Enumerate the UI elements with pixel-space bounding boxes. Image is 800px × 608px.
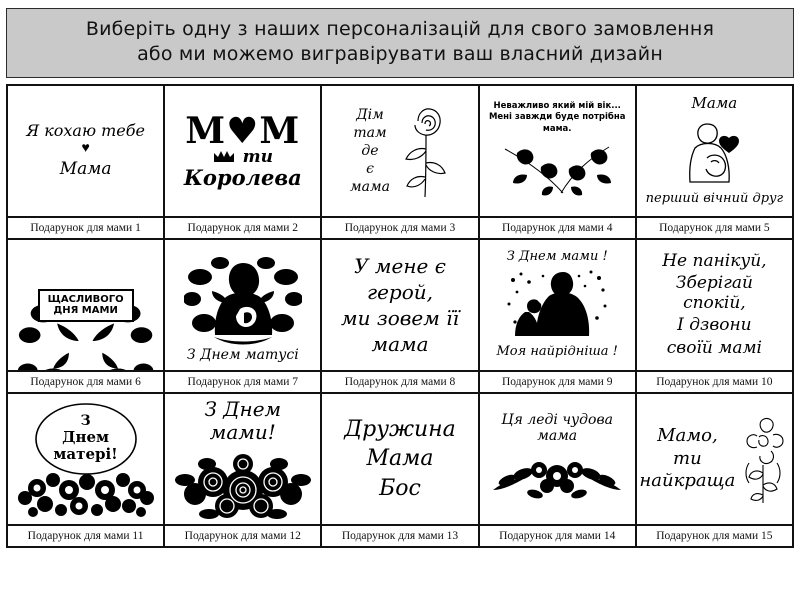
- design-cell-7[interactable]: [165, 240, 322, 394]
- art-text-line: Моя найрідніша !: [496, 344, 618, 359]
- design-caption: Подарунок для мами 12: [165, 524, 320, 546]
- art-text-line: Я кохаю тебе: [26, 121, 145, 141]
- crown-icon: [213, 150, 235, 164]
- design-art-4: [480, 86, 635, 216]
- design-caption: Подарунок для мами 10: [637, 370, 792, 392]
- design-caption: Подарунок для мами 8: [322, 370, 477, 392]
- art-text-line: своїй мамі: [666, 337, 762, 358]
- design-cell-15[interactable]: [637, 394, 794, 548]
- design-cell-1[interactable]: [8, 86, 165, 240]
- art-text-line: ДНЯ МАМИ: [53, 305, 118, 316]
- design-art-3: [322, 86, 477, 216]
- design-cell-10[interactable]: [637, 240, 794, 394]
- design-cell-13[interactable]: [322, 394, 479, 548]
- design-art-9: [480, 240, 635, 370]
- art-text-line: З: [80, 413, 91, 429]
- art-text-line: Дім там де є мама: [350, 106, 390, 196]
- design-art-8: [322, 240, 477, 370]
- art-text-line: перший вічний друг: [645, 191, 784, 207]
- art-text-line: ми зовем її: [341, 305, 459, 330]
- design-caption: Подарунок для мами 13: [322, 524, 477, 546]
- design-caption: Подарунок для мами 4: [480, 216, 635, 238]
- design-art-1: [8, 86, 163, 216]
- art-text-line: Не панікуй,: [662, 250, 767, 271]
- mother-and-child-icon: [677, 114, 751, 190]
- design-cell-5[interactable]: [637, 86, 794, 240]
- art-text-line: мама.: [542, 123, 572, 134]
- design-caption: Подарунок для мами 7: [165, 370, 320, 392]
- art-text-line: Днем: [62, 428, 110, 447]
- design-art-11: [8, 394, 163, 524]
- design-caption: Подарунок для мами 1: [8, 216, 163, 238]
- design-cell-2[interactable]: [165, 86, 322, 240]
- art-text-line: Королева: [183, 164, 302, 190]
- design-cell-12[interactable]: [165, 394, 322, 548]
- art-text-line: З Днем мами !: [506, 249, 608, 265]
- design-caption: Подарунок для мами 3: [322, 216, 477, 238]
- floral-branch-icon: [497, 139, 617, 201]
- design-cell-3[interactable]: [322, 86, 479, 240]
- art-text-line: У мене є: [354, 253, 446, 278]
- header-line-2: або ми можемо вигравірувати ваш власний дизайн: [137, 43, 663, 65]
- catalog-page: [0, 8, 800, 608]
- design-caption: Подарунок для мами 6: [8, 370, 163, 392]
- mother-holding-baby-icon: [184, 247, 302, 351]
- design-caption: Подарунок для мами 9: [480, 370, 635, 392]
- design-cell-4[interactable]: [480, 86, 637, 240]
- design-cell-6[interactable]: [8, 240, 165, 394]
- design-art-10: [637, 240, 792, 370]
- flower-border-icon: [13, 466, 159, 520]
- art-text-line: Зберігай спокій,: [675, 273, 753, 313]
- rose-flower-icon: [396, 101, 450, 201]
- art-text-line: мами!: [209, 420, 276, 444]
- design-art-13: [322, 394, 477, 524]
- rose-bouquet-icon: [173, 446, 313, 520]
- design-cell-9[interactable]: [480, 240, 637, 394]
- floral-swirl-icon: [489, 446, 625, 506]
- art-text-line: Ця леді чудова мама: [501, 411, 613, 444]
- art-text-line: Мама: [59, 159, 112, 180]
- art-text-line: Мені завжди буде потрібна: [488, 112, 626, 123]
- header-line-1: Виберіть одну з наших персоналізацій для свого замовлення: [85, 18, 715, 40]
- design-art-7: [165, 240, 320, 370]
- art-text-line: Бос: [379, 475, 421, 501]
- design-cell-8[interactable]: [322, 240, 479, 394]
- design-art-12: [165, 394, 320, 524]
- design-caption: Подарунок для мами 15: [637, 524, 792, 546]
- art-text-line: герой,: [366, 279, 433, 304]
- design-cell-14[interactable]: [480, 394, 637, 548]
- art-text-line: найкраща: [639, 470, 736, 492]
- mother-child-silhouette-icon: [503, 266, 611, 344]
- art-text-line: Дружина: [344, 417, 456, 443]
- design-art-2: [165, 86, 320, 216]
- art-text-line: M♥M: [185, 110, 301, 153]
- design-art-5: [637, 86, 792, 216]
- art-text-line: І дзвони: [677, 315, 752, 336]
- header-banner: [6, 8, 794, 78]
- art-text-box: [38, 289, 134, 322]
- art-text-line: З Днем матусі: [186, 346, 299, 363]
- design-caption: Подарунок для мами 14: [480, 524, 635, 546]
- art-text-line: Мама: [366, 446, 434, 472]
- art-text-line: Мамо,: [657, 424, 718, 446]
- design-cell-11[interactable]: [8, 394, 165, 548]
- art-text-line: З Днем: [204, 397, 282, 421]
- art-text-line: Мама: [691, 93, 738, 112]
- design-caption: Подарунок для мами 5: [637, 216, 792, 238]
- art-text-line: ЩАСЛИВОГО: [47, 293, 124, 305]
- art-text-line: ти: [242, 146, 273, 167]
- heart-icon: ♥: [81, 141, 90, 157]
- art-text-line: ти: [673, 447, 702, 469]
- art-text-line: матері!: [53, 444, 118, 463]
- art-text-line: мама: [371, 331, 429, 356]
- design-caption: Подарунок для мами 11: [8, 524, 163, 546]
- flower-spray-icon: [737, 411, 789, 507]
- design-grid: [6, 84, 794, 548]
- design-art-15: [637, 394, 792, 524]
- design-art-6: [8, 240, 163, 370]
- design-caption: Подарунок для мами 2: [165, 216, 320, 238]
- art-text-line: Неважливо який мій вік...: [493, 100, 621, 111]
- design-art-14: [480, 394, 635, 524]
